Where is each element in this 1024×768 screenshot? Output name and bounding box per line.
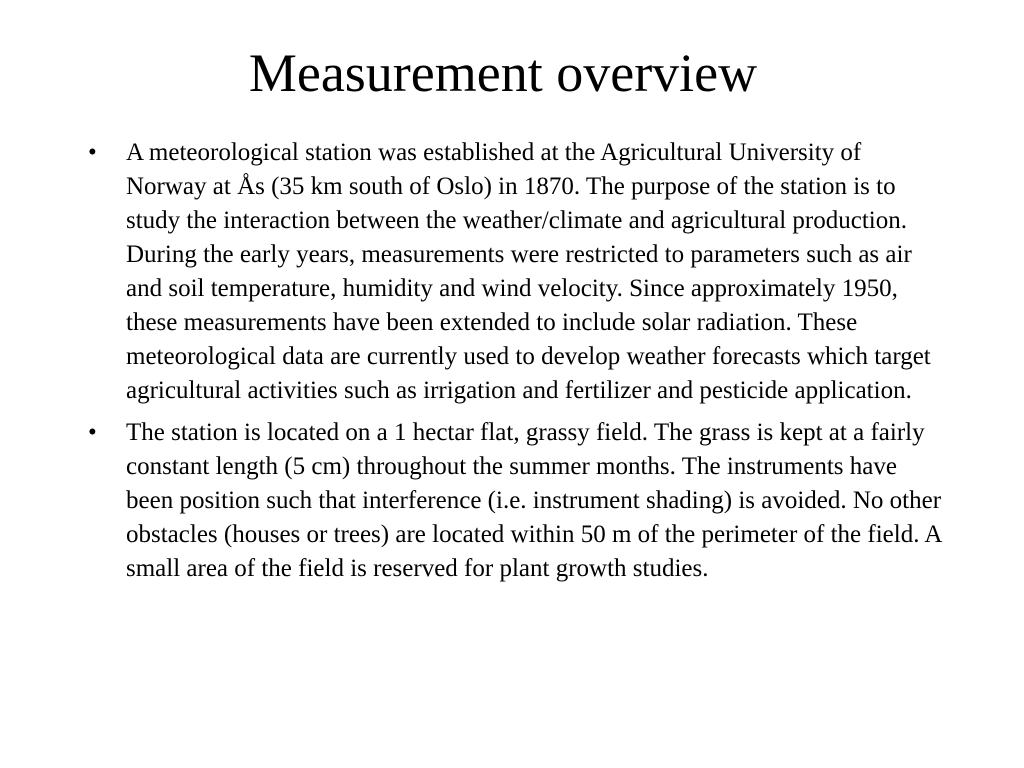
slide-title: Measurement overview: [248, 43, 758, 103]
bullet-text-station-history: A meteorological station was established at the Agricultural University of Norway at Ås (35 km south of Oslo) in 1870. The purpose of the station is to study the interaction between the weather/climate and agricultural production. During the early years, measurements were restricted to parameters such as air and soil temperature, humidity and wind velocity. Since approximately 1950, these measurements have been extended to include solar radiation. These meteorological data are currently used to develop weather forecasts which target agricultural activities such as irrigation and fertilizer and pesticide application.: [126, 139, 931, 404]
bullet-list: [88, 136, 944, 586]
bullet-item-station-location: [88, 416, 944, 586]
bullet-icon: •: [88, 419, 97, 446]
bullet-icon: •: [88, 139, 97, 166]
bullet-item-station-history: [88, 136, 944, 408]
bullet-text-station-location: The station is located on a 1 hectar flat, grassy field. The grass is kept at a fairly constant length (5 cm) throughout the summer months. The instruments have been position such that interference (i.e. instrument shading) is avoided. No other obstacles (houses or trees) are located within 50 m of the perimeter of the field. A small area of the field is reserved for plant growth studies.: [126, 419, 942, 582]
